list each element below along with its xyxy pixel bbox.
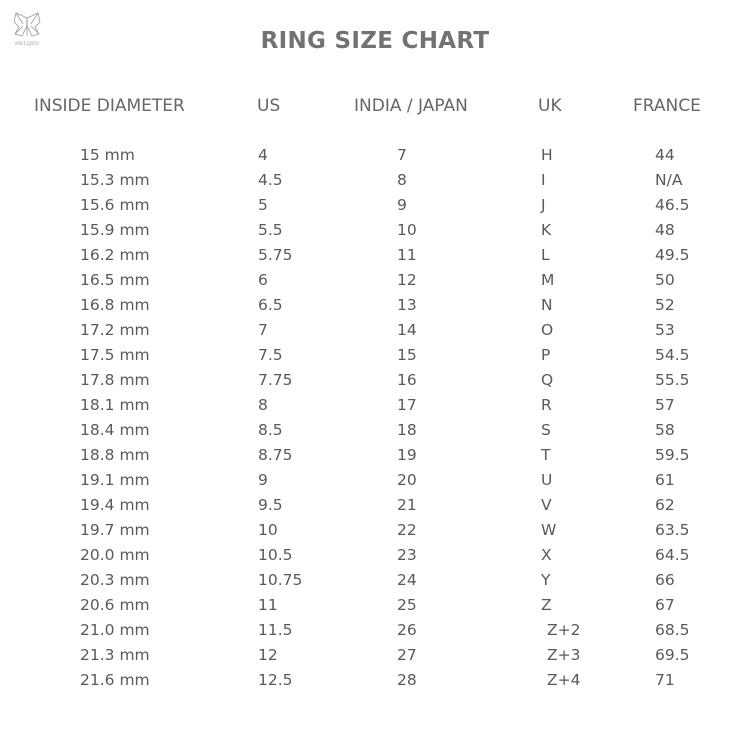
cell-india-japan: 18 xyxy=(397,421,417,439)
cell-france: 57 xyxy=(655,396,675,414)
cell-india-japan: 24 xyxy=(397,571,417,589)
cell-uk: Z+3 xyxy=(547,646,581,664)
cell-uk: T xyxy=(541,446,551,464)
cell-india-japan: 22 xyxy=(397,521,417,539)
cell-india-japan: 28 xyxy=(397,671,417,689)
cell-uk: R xyxy=(541,396,552,414)
cell-uk: Z xyxy=(541,596,552,614)
cell-india-japan: 11 xyxy=(397,246,417,264)
cell-inside-diameter: 20.3 mm xyxy=(80,571,150,589)
cell-uk: H xyxy=(541,146,553,164)
cell-inside-diameter: 16.5 mm xyxy=(80,271,150,289)
cell-uk: Y xyxy=(541,571,551,589)
cell-india-japan: 19 xyxy=(397,446,417,464)
cell-india-japan: 8 xyxy=(397,171,407,189)
cell-us: 4.5 xyxy=(258,171,283,189)
cell-france: 44 xyxy=(655,146,675,164)
cell-uk: V xyxy=(541,496,552,514)
cell-france: 71 xyxy=(655,671,675,689)
cell-uk: J xyxy=(541,196,546,214)
cell-inside-diameter: 18.8 mm xyxy=(80,446,150,464)
cell-india-japan: 20 xyxy=(397,471,417,489)
cell-uk: M xyxy=(541,271,555,289)
brand-name: MELIJEN xyxy=(14,41,40,47)
cell-india-japan: 21 xyxy=(397,496,417,514)
cell-us: 7 xyxy=(258,321,268,339)
cell-uk: K xyxy=(541,221,552,239)
cell-france: 61 xyxy=(655,471,675,489)
cell-us: 5.5 xyxy=(258,221,283,239)
cell-france: 50 xyxy=(655,271,675,289)
cell-uk: I xyxy=(541,171,546,189)
cell-france: 48 xyxy=(655,221,675,239)
cell-france: 49.5 xyxy=(655,246,690,264)
column-header-uk: UK xyxy=(538,96,562,116)
cell-france: 62 xyxy=(655,496,675,514)
cell-india-japan: 23 xyxy=(397,546,417,564)
cell-uk: X xyxy=(541,546,552,564)
cell-france: 69.5 xyxy=(655,646,690,664)
cell-inside-diameter: 15.9 mm xyxy=(80,221,150,239)
cell-france: 68.5 xyxy=(655,621,690,639)
cell-inside-diameter: 21.3 mm xyxy=(80,646,150,664)
cell-uk: S xyxy=(541,421,551,439)
cell-us: 9 xyxy=(258,471,268,489)
cell-france: 58 xyxy=(655,421,675,439)
cell-us: 4 xyxy=(258,146,268,164)
cell-us: 10.75 xyxy=(258,571,303,589)
cell-inside-diameter: 17.2 mm xyxy=(80,321,150,339)
cell-inside-diameter: 15.3 mm xyxy=(80,171,150,189)
cell-france: 63.5 xyxy=(655,521,690,539)
cell-france: 52 xyxy=(655,296,675,314)
cell-india-japan: 12 xyxy=(397,271,417,289)
column-header-france: FRANCE xyxy=(633,96,701,116)
cell-uk: L xyxy=(541,246,550,264)
cell-inside-diameter: 15 mm xyxy=(80,146,135,164)
cell-uk: Q xyxy=(541,371,554,389)
cell-inside-diameter: 17.5 mm xyxy=(80,346,150,364)
cell-inside-diameter: 19.1 mm xyxy=(80,471,150,489)
cell-inside-diameter: 20.6 mm xyxy=(80,596,150,614)
cell-india-japan: 14 xyxy=(397,321,417,339)
cell-uk: N xyxy=(541,296,553,314)
cell-france: 54.5 xyxy=(655,346,690,364)
cell-us: 7.75 xyxy=(258,371,293,389)
cell-us: 6.5 xyxy=(258,296,283,314)
cell-france: 55.5 xyxy=(655,371,690,389)
cell-india-japan: 16 xyxy=(397,371,417,389)
cell-france: 59.5 xyxy=(655,446,690,464)
cell-uk: U xyxy=(541,471,553,489)
cell-india-japan: 7 xyxy=(397,146,407,164)
column-header-inside-diameter: INSIDE DIAMETER xyxy=(34,96,185,116)
cell-france: 67 xyxy=(655,596,675,614)
cell-india-japan: 26 xyxy=(397,621,417,639)
cell-india-japan: 15 xyxy=(397,346,417,364)
cell-us: 10 xyxy=(258,521,278,539)
column-header-india-japan: INDIA / JAPAN xyxy=(354,96,468,116)
cell-inside-diameter: 16.8 mm xyxy=(80,296,150,314)
cell-india-japan: 17 xyxy=(397,396,417,414)
cell-inside-diameter: 21.6 mm xyxy=(80,671,150,689)
cell-us: 7.5 xyxy=(258,346,283,364)
cell-uk: O xyxy=(541,321,554,339)
cell-us: 8.75 xyxy=(258,446,293,464)
cell-france: 46.5 xyxy=(655,196,690,214)
cell-france: 64.5 xyxy=(655,546,690,564)
cell-uk: Z+2 xyxy=(547,621,581,639)
cell-us: 11 xyxy=(258,596,278,614)
cell-india-japan: 10 xyxy=(397,221,417,239)
cell-uk: W xyxy=(541,521,557,539)
cell-us: 12.5 xyxy=(258,671,293,689)
cell-us: 12 xyxy=(258,646,278,664)
cell-france: 66 xyxy=(655,571,675,589)
cell-us: 11.5 xyxy=(258,621,293,639)
cell-india-japan: 27 xyxy=(397,646,417,664)
cell-uk: P xyxy=(541,346,551,364)
cell-france: 53 xyxy=(655,321,675,339)
cell-india-japan: 9 xyxy=(397,196,407,214)
cell-us: 6 xyxy=(258,271,268,289)
cell-uk: Z+4 xyxy=(547,671,581,689)
cell-us: 8.5 xyxy=(258,421,283,439)
cell-inside-diameter: 18.4 mm xyxy=(80,421,150,439)
cell-inside-diameter: 21.0 mm xyxy=(80,621,150,639)
cell-us: 10.5 xyxy=(258,546,293,564)
cell-inside-diameter: 15.6 mm xyxy=(80,196,150,214)
cell-india-japan: 13 xyxy=(397,296,417,314)
cell-us: 5.75 xyxy=(258,246,293,264)
cell-us: 5 xyxy=(258,196,268,214)
cell-inside-diameter: 19.7 mm xyxy=(80,521,150,539)
cell-inside-diameter: 17.8 mm xyxy=(80,371,150,389)
cell-inside-diameter: 20.0 mm xyxy=(80,546,150,564)
cell-india-japan: 25 xyxy=(397,596,417,614)
cell-france: N/A xyxy=(655,171,683,189)
column-header-us: US xyxy=(257,96,281,116)
cell-inside-diameter: 19.4 mm xyxy=(80,496,150,514)
page-title: RING SIZE CHART xyxy=(260,28,490,54)
cell-us: 9.5 xyxy=(258,496,283,514)
cell-us: 8 xyxy=(258,396,268,414)
cell-inside-diameter: 16.2 mm xyxy=(80,246,150,264)
cell-inside-diameter: 18.1 mm xyxy=(80,396,150,414)
